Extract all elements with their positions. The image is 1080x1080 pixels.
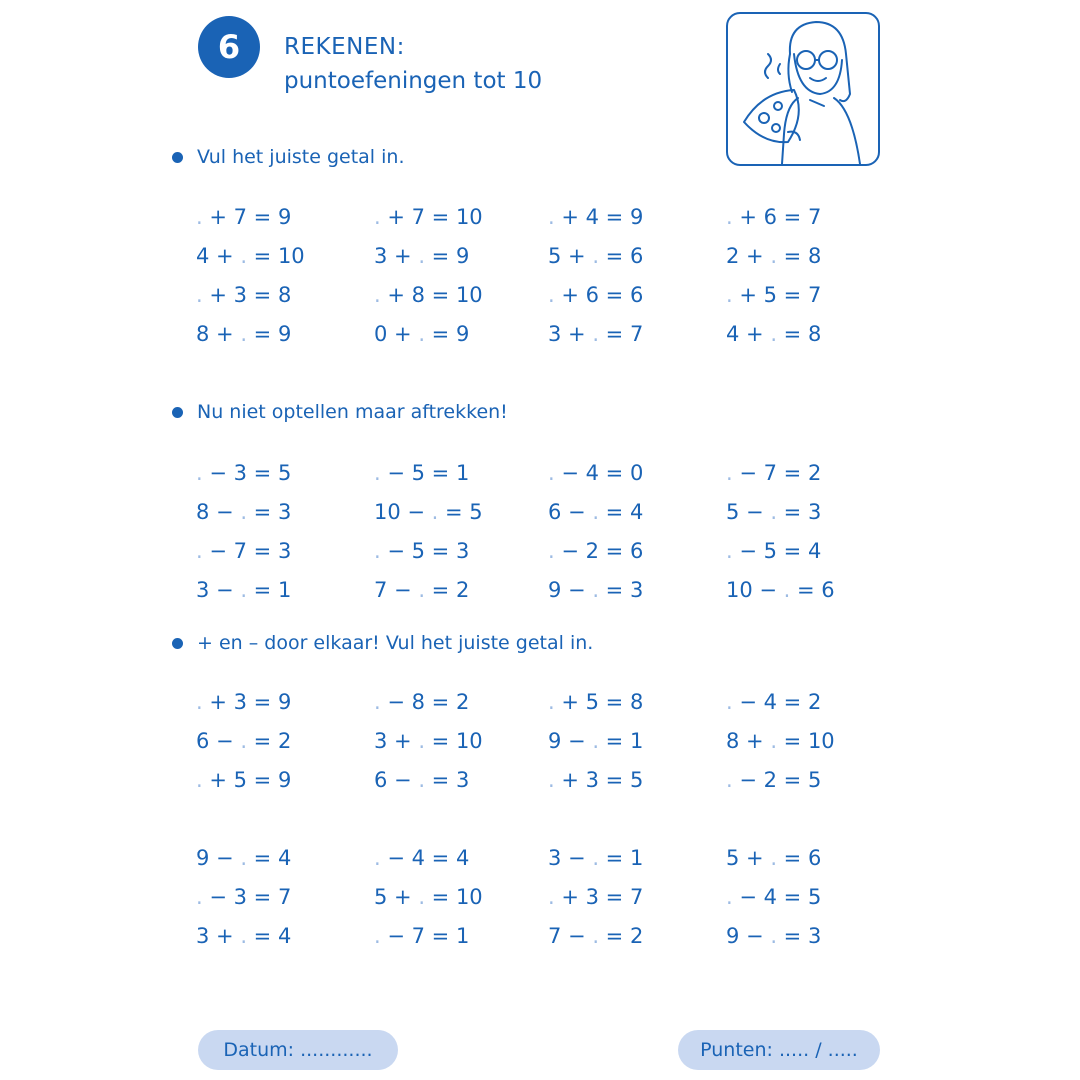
exercise-cell[interactable]: 8 + . = 9 [196, 322, 292, 346]
exercise-cell[interactable]: . + 5 = 8 [548, 690, 644, 714]
girl-with-pizza-illustration [726, 12, 880, 166]
page-title: REKENEN: [284, 34, 405, 60]
exercise-cell[interactable]: 5 + . = 6 [726, 846, 822, 870]
exercise-cell[interactable]: . + 6 = 7 [726, 205, 822, 229]
exercise-cell[interactable]: . − 2 = 6 [548, 539, 644, 563]
exercise-grid-1 [196, 198, 916, 354]
exercise-cell[interactable]: . + 3 = 5 [548, 768, 644, 792]
exercise-cell[interactable]: 9 − . = 3 [726, 924, 822, 948]
exercise-cell[interactable]: . + 3 = 7 [548, 885, 644, 909]
exercise-cell[interactable]: . − 7 = 1 [374, 924, 470, 948]
bullet-icon [172, 638, 183, 649]
punten-field[interactable]: Punten: ..... / ..... [678, 1030, 880, 1070]
instruction-2: Nu niet optellen maar aftrekken! [172, 401, 508, 423]
exercise-cell[interactable]: 5 − . = 3 [726, 500, 822, 524]
exercise-cell[interactable]: 5 + . = 10 [374, 885, 483, 909]
exercise-cell[interactable]: . − 5 = 3 [374, 539, 470, 563]
exercise-cell[interactable]: . + 3 = 8 [196, 283, 292, 307]
exercise-cell[interactable]: 6 − . = 2 [196, 729, 292, 753]
exercise-cell[interactable]: . + 4 = 9 [548, 205, 644, 229]
exercise-cell[interactable]: . − 4 = 0 [548, 461, 644, 485]
exercise-cell[interactable]: 3 + . = 7 [548, 322, 644, 346]
exercise-cell[interactable]: 8 − . = 3 [196, 500, 292, 524]
instruction-1: Vul het juiste getal in. [172, 146, 405, 168]
exercise-cell[interactable]: . − 3 = 5 [196, 461, 292, 485]
exercise-grid-3b [196, 839, 916, 956]
exercise-cell[interactable]: 4 + . = 10 [196, 244, 305, 268]
exercise-cell[interactable]: . − 8 = 2 [374, 690, 470, 714]
exercise-cell[interactable]: . + 6 = 6 [548, 283, 644, 307]
exercise-cell[interactable]: 6 − . = 4 [548, 500, 644, 524]
exercise-cell[interactable]: 8 + . = 10 [726, 729, 835, 753]
exercise-cell[interactable]: . − 3 = 7 [196, 885, 292, 909]
bullet-icon [172, 407, 183, 418]
exercise-number-badge: 6 [198, 16, 260, 78]
instruction-3: + en – door elkaar! Vul het juiste getal in. [172, 632, 593, 654]
exercise-cell[interactable]: 4 + . = 8 [726, 322, 822, 346]
exercise-cell[interactable]: . − 7 = 3 [196, 539, 292, 563]
exercise-cell[interactable]: 2 + . = 8 [726, 244, 822, 268]
exercise-cell[interactable]: 3 + . = 10 [374, 729, 483, 753]
exercise-cell[interactable]: . + 3 = 9 [196, 690, 292, 714]
exercise-cell[interactable]: 10 − . = 6 [726, 578, 835, 602]
exercise-cell[interactable]: 5 + . = 6 [548, 244, 644, 268]
exercise-cell[interactable]: . + 5 = 7 [726, 283, 822, 307]
exercise-cell[interactable]: 9 − . = 3 [548, 578, 644, 602]
datum-field[interactable]: Datum: ............ [198, 1030, 398, 1070]
exercise-cell[interactable]: 9 − . = 4 [196, 846, 292, 870]
exercise-cell[interactable]: . − 4 = 5 [726, 885, 822, 909]
exercise-cell[interactable]: . + 8 = 10 [374, 283, 483, 307]
exercise-grid-2 [196, 454, 916, 610]
exercise-cell[interactable]: . + 7 = 9 [196, 205, 292, 229]
page-subtitle: puntoefeningen tot 10 [284, 68, 543, 94]
exercise-cell[interactable]: . + 5 = 9 [196, 768, 292, 792]
exercise-cell[interactable]: . + 7 = 10 [374, 205, 483, 229]
exercise-cell[interactable]: . − 5 = 4 [726, 539, 822, 563]
exercise-cell[interactable]: 6 − . = 3 [374, 768, 470, 792]
exercise-cell[interactable]: 3 + . = 4 [196, 924, 292, 948]
exercise-cell[interactable]: . − 2 = 5 [726, 768, 822, 792]
bullet-icon [172, 152, 183, 163]
exercise-cell[interactable]: 0 + . = 9 [374, 322, 470, 346]
exercise-cell[interactable]: 3 − . = 1 [196, 578, 292, 602]
exercise-cell[interactable]: . − 7 = 2 [726, 461, 822, 485]
exercise-cell[interactable]: . − 5 = 1 [374, 461, 470, 485]
exercise-cell[interactable]: 7 − . = 2 [374, 578, 470, 602]
exercise-cell[interactable]: 10 − . = 5 [374, 500, 483, 524]
exercise-cell[interactable]: 3 − . = 1 [548, 846, 644, 870]
exercise-cell[interactable]: . − 4 = 4 [374, 846, 470, 870]
exercise-cell[interactable]: 3 + . = 9 [374, 244, 470, 268]
exercise-grid-3a [196, 683, 916, 800]
exercise-cell[interactable]: . − 4 = 2 [726, 690, 822, 714]
exercise-cell[interactable]: 9 − . = 1 [548, 729, 644, 753]
exercise-cell[interactable]: 7 − . = 2 [548, 924, 644, 948]
